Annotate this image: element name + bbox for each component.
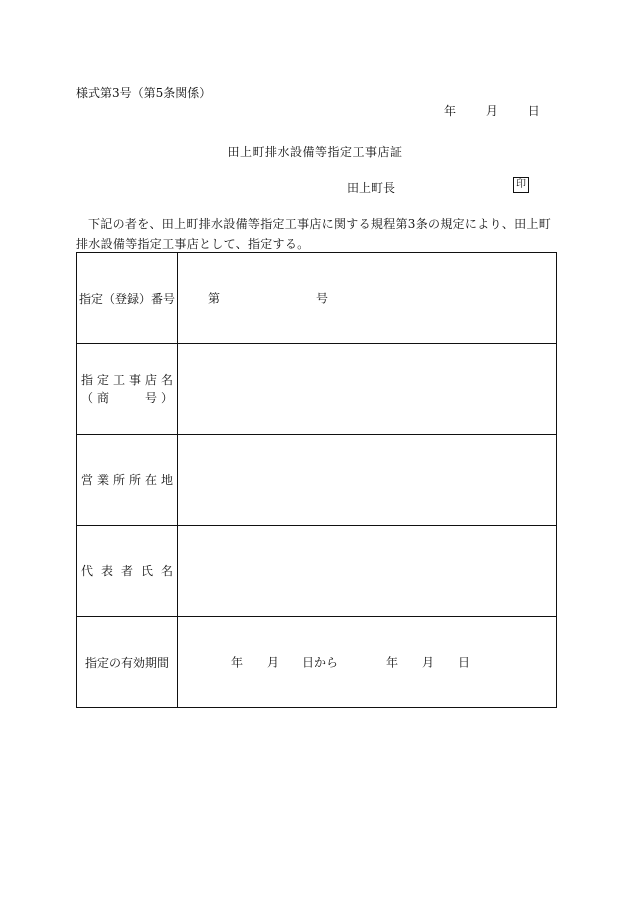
table-row-shop-name: [77, 344, 557, 435]
issue-year-label: 年: [444, 104, 457, 118]
table-row-office-address: [77, 435, 557, 526]
designation-statement-text: 下記の者を、田上町排水設備等指定工事店に関する規程第3条の規定により、田上町排水設備等指定工事店として、指定する。: [76, 217, 552, 251]
office-address-label: [77, 435, 178, 526]
period-to-year: 年: [386, 655, 399, 670]
issue-date-line: [444, 102, 540, 119]
registration-suffix: 号: [316, 291, 329, 306]
issue-day-label: 日: [527, 104, 540, 118]
representative-value: [178, 526, 557, 617]
period-to-day: 日: [458, 655, 471, 670]
shop-name-label-line1: 指定工事店名: [81, 373, 173, 387]
shop-name-label-line2: （商 号）: [81, 391, 173, 405]
period-to-month: 月: [422, 655, 435, 670]
registration-number-value: [178, 253, 557, 344]
office-address-label-text: 営業所所在地: [81, 473, 173, 487]
validity-period-label: [77, 617, 178, 708]
table-row-registration: [77, 253, 557, 344]
seal-mark-icon: 印: [513, 177, 529, 193]
period-from-month: 月: [267, 655, 280, 670]
issuer-name: 田上町長: [347, 181, 396, 195]
shop-name-label: [77, 344, 178, 435]
issue-month-label: 月: [485, 104, 498, 118]
representative-label: [77, 526, 178, 617]
registration-prefix: 第: [208, 291, 221, 306]
validity-period-label-text: 指定の有効期間: [84, 655, 169, 670]
validity-period-value: [178, 617, 557, 708]
shop-name-value: [178, 344, 557, 435]
period-from-year: 年: [231, 655, 244, 670]
table-row-validity-period: [77, 617, 557, 708]
representative-label-text: 代表者氏名: [81, 564, 173, 578]
designation-info-table: [76, 252, 557, 708]
office-address-value: [178, 435, 557, 526]
form-number: 様式第3号（第5条関係）: [76, 86, 212, 100]
period-from-day: 日から: [302, 655, 339, 670]
designation-statement: [76, 214, 560, 254]
table-row-representative: [77, 526, 557, 617]
registration-number-label: [77, 253, 178, 344]
registration-number-label-text: 指定（登録）番号: [78, 291, 175, 306]
document-title: 田上町排水設備等指定工事店証: [227, 145, 403, 159]
